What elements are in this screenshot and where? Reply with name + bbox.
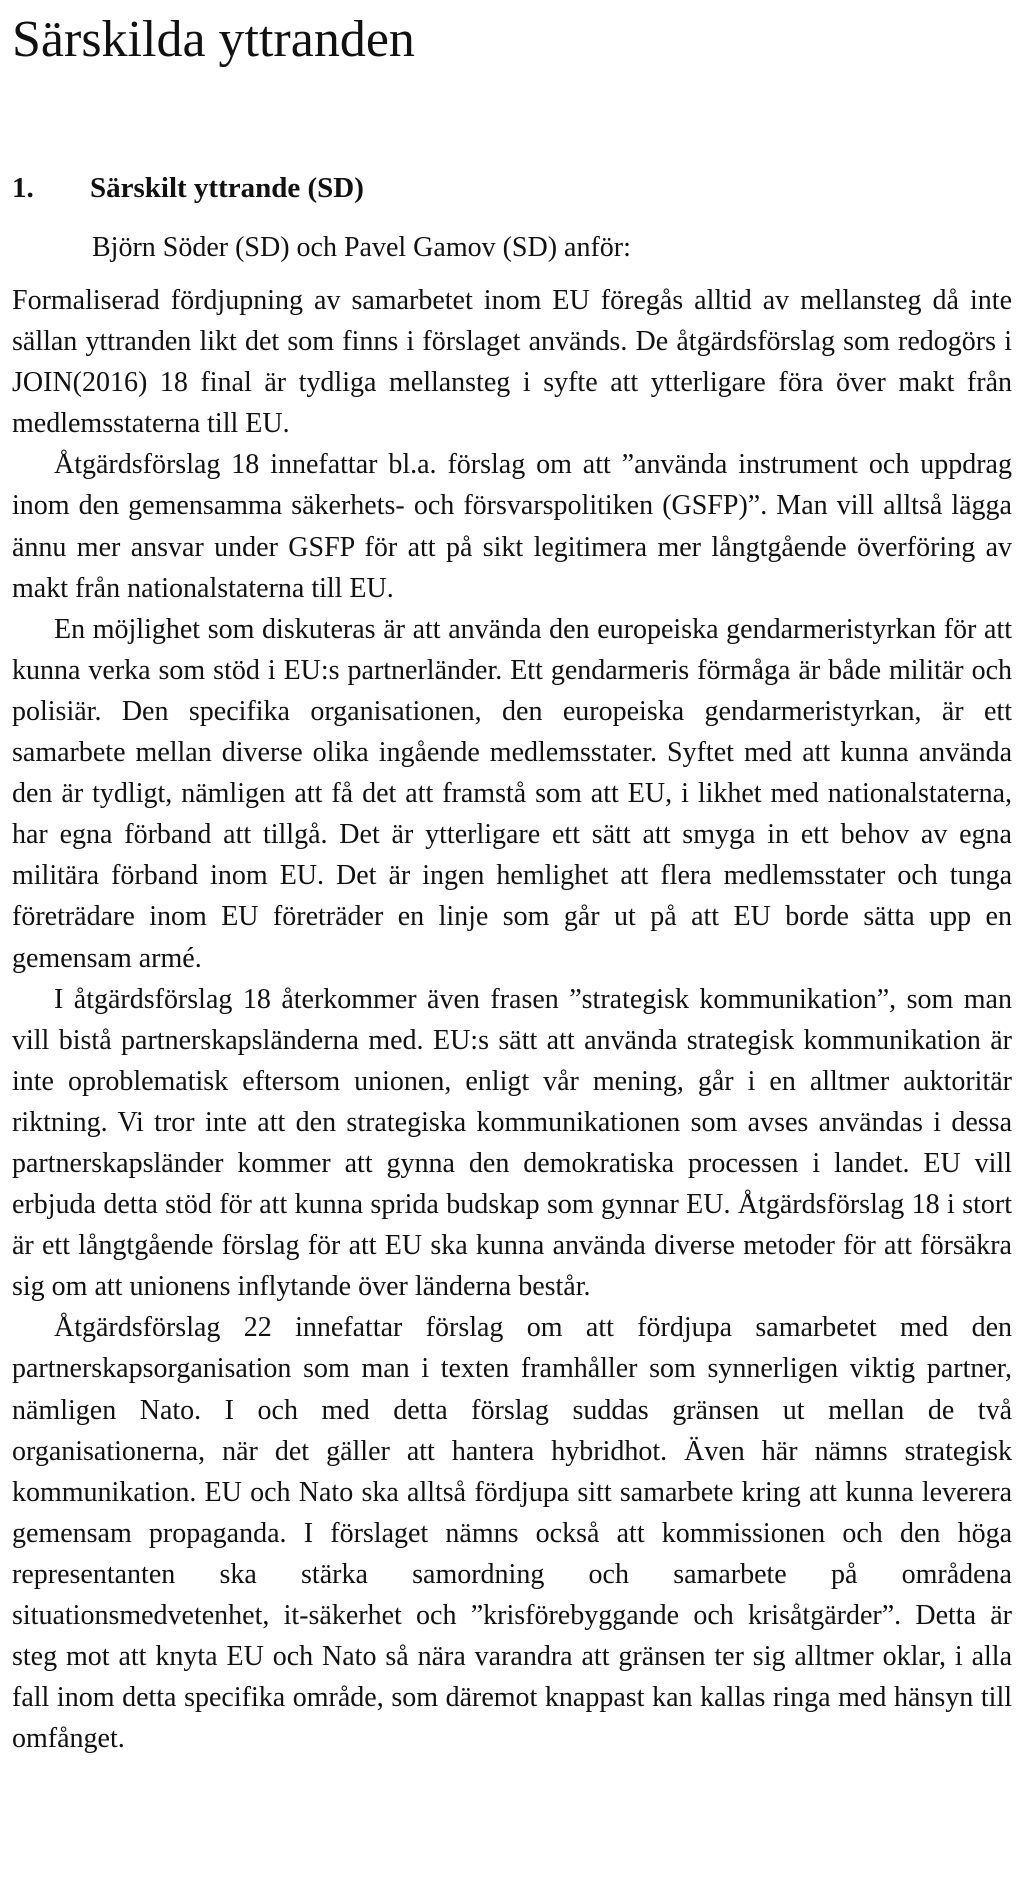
page-title: Särskilda yttranden (12, 11, 415, 68)
paragraph-3: En möjlighet som diskuteras är att använda den europeiska gendarmeristyrkan för att kunna verka som stöd i EU:s partnerländer. Ett gendarmeris förmåga är både militär och polisiär. Den specifika organisationen, den europeiska gendarmeristyrkan, är ett samarbete mellan diverse olika ingående medlemsstater. Syftet med att kunna använda den är tydligt, nämligen att få det att framstå som att EU, i likhet med nationalstaterna, har egna förband att tillgå. Det är ytterligare ett sätt att smyga in ett behov av egna militära förband inom EU. Det är ingen hemlighet att flera medlemsstater och tunga företrädare inom EU företräder en linje som går ut på att EU borde sätta upp en gemensam armé. (12, 613, 1012, 974)
paragraph-2: Åtgärdsförslag 18 innefattar bl.a. förslag om att ”använda instrument och uppdrag inom den gemensamma säkerhets- och försvarspolitiken (GSFP)”. Man vill alltså lägga ännu mer ansvar under GSFP för att på sikt legitimera mer långtgående överföring av makt från nationalstaterna till EU. (12, 449, 1012, 604)
section-number: 1. (12, 172, 34, 204)
authors-line: Björn Söder (SD) och Pavel Gamov (SD) anför: (92, 232, 631, 263)
section-heading (12, 168, 364, 208)
paragraph-4: I åtgärdsförslag 18 återkommer även frasen ”strategisk kommunikation”, som man vill bistå partnerskapsländerna med. EU:s sätt att använda strategisk kommunikation är inte oproblematisk eftersom unionen, enligt vår mening, går i en alltmer auktoritär riktning. Vi tror inte att den strategiska kommunikationen som avses användas i dessa partnerskapsländer kommer att gynna den demokratiska processen i landet. EU vill erbjuda detta stöd för att kunna sprida budskap som gynnar EU. Åtgärdsförslag 18 i stort är ett långtgående förslag för att EU ska kunna använda diverse metoder för att försäkra sig om att unionens inflytande över länderna består. (12, 983, 1012, 1303)
paragraph-5: Åtgärdsförslag 22 innefattar förslag om att fördjupa samarbetet med den partnerskapsorganisation som man i texten framhåller som synnerligen viktig partner, nämligen Nato. I och med detta förslag suddas gränsen ut mellan de två organisationerna, när det gäller att hantera hybridhot. Även här nämns strategisk kommunikation. EU och Nato ska alltså fördjupa sitt samarbete kring att kunna leverera gemensam propaganda. I förslaget nämns också att kommissionen och den höga representanten ska stärka samordning och samarbete på områdena situationsmedvetenhet, it-säkerhet och ”krisförebyggande och krisåtgärder”. Detta är steg mot att knyta EU och Nato så nära varandra att gränsen ter sig alltmer oklar, i alla fall inom detta specifika område, som däremot knappast kan kallas ringa med hänsyn till omfånget. (12, 1312, 1012, 1755)
section-heading-text: Särskilt yttrande (SD) (90, 172, 364, 204)
body-text (12, 280, 1012, 1759)
paragraph-1: Formaliserad fördjupning av samarbetet inom EU föregås alltid av mellansteg då inte sällan yttranden likt det som finns i förslaget används. De åtgärdsförslag som redogörs i JOIN(2016) 18 final är tydliga mellansteg i syfte att ytterligare föra över makt från medlemsstaterna till EU. (12, 285, 1012, 440)
